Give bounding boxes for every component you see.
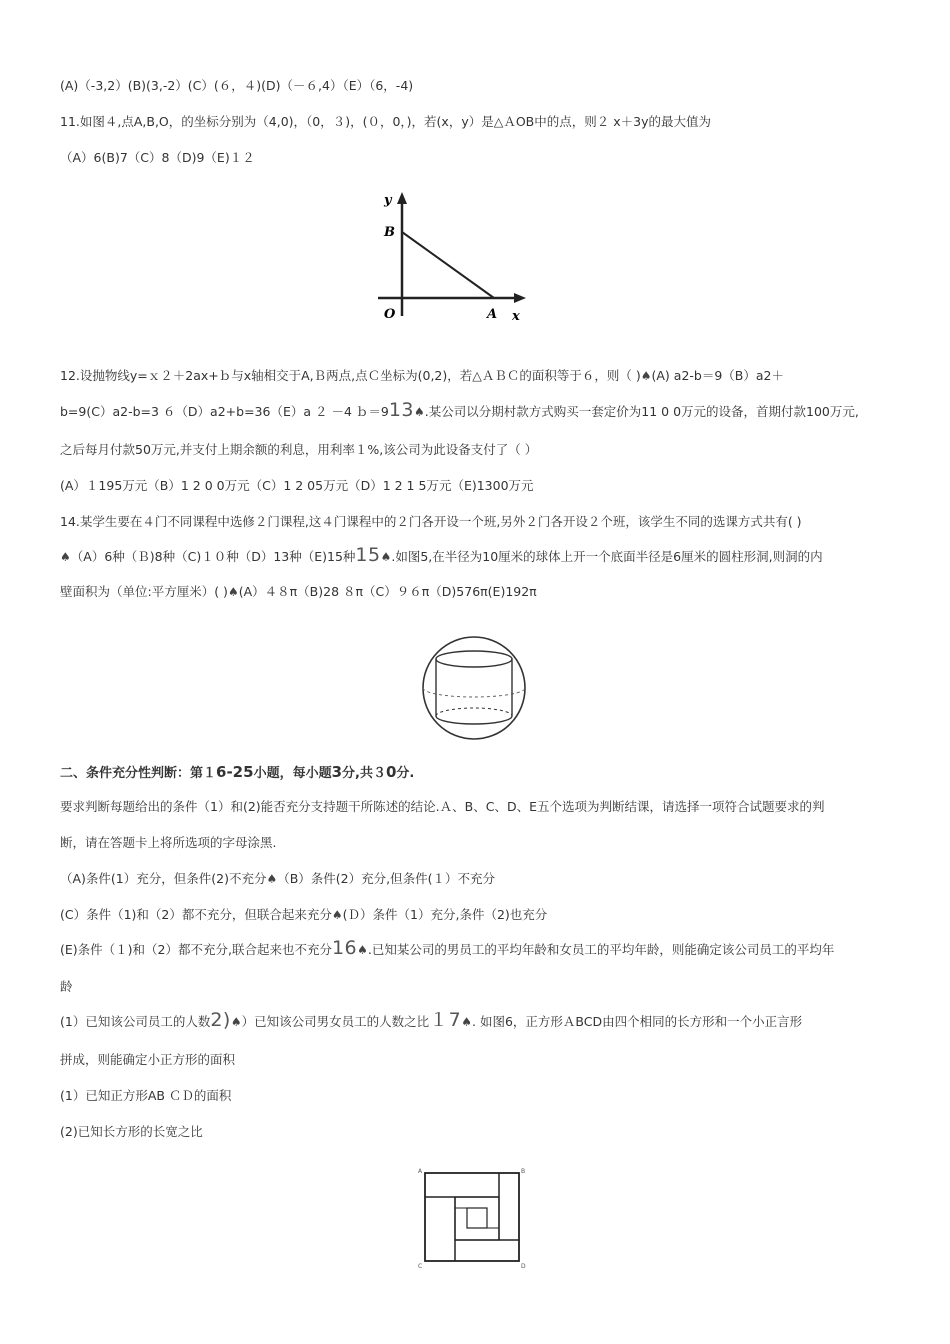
q15-stem-2: 壁面积为（单位:平方厘米）( ) (60, 584, 228, 599)
fig6-label-c: C (418, 1263, 423, 1270)
cylinder-top (436, 651, 512, 667)
spade-mark-icon: ♠ (331, 908, 343, 922)
segment-ab (402, 232, 494, 298)
x-axis-arrow-icon (514, 293, 526, 303)
label-y: y (384, 193, 392, 208)
small-square (467, 1208, 487, 1228)
fig6-label-a: A (418, 1168, 423, 1175)
q17-stem: . 如图6，正方形ＡBCD由四个相同的长方形和一个小正言形 (472, 1014, 803, 1029)
option-line-e (60, 938, 900, 960)
cylinder-bottom-front (436, 716, 512, 724)
spade-mark-icon: ♠ (227, 585, 239, 599)
q17-condition-1: (1）已知正方形AB ＣＤ的面积 (60, 1088, 232, 1103)
q17-number: １7 (429, 1009, 462, 1031)
q16-stem: .已知某公司的男员工的平均年龄和女员工的平均年龄，则能确定该公司员工的平均年 (367, 942, 835, 957)
q16-condition-1: (1）已知该公司员工的人数 (60, 1014, 211, 1029)
q13-stem: .某公司以分期村款方式购买一套定价为11 0 0万元的设备，首期付款100万元, (424, 404, 859, 419)
q15-stem: .如图5,在半径为10厘米的球体上开一个底面半径是6厘米的圆柱形洞,则洞的内 (391, 549, 823, 564)
option-c: (C）条件（1)和（2）都不充分，但联合起来充分 (60, 907, 332, 922)
option-e: (E)条件（１)和（2）都不充分,联合起来也不充分 (60, 942, 332, 957)
option-d: (Ｄ）条件（1）充分,条件（2)也充分 (342, 907, 548, 922)
section-2-title: 二、条件充分性判断：第１6-25小题，每小题3分,共３0分. (60, 763, 415, 781)
label-b: B (384, 225, 395, 240)
q14-line-2 (60, 545, 900, 567)
fig6-label-d: D (521, 1263, 526, 1270)
section-2-intro-1: 要求判断每题给出的条件（1）和(2)能否充分支持题干所陈述的结论.Ａ、B、C、D、E五个选项为判断结课，请选择一项符合试题要求的判 (60, 799, 825, 814)
q11-stem: 11.如图４,点A,B,O，的坐标分别为（4,0)，（0，３)，(０，0，)，若(x，y）是△ＡOB中的点，则２ x＋3y的最大值为 (60, 114, 711, 129)
label-a: A (487, 307, 498, 322)
q17-condition-2: (2)已知长方形的长宽之比 (60, 1124, 203, 1139)
spade-mark-icon: ♠ (357, 943, 368, 957)
option-line-ab (60, 869, 900, 889)
spade-mark-icon: ♠ (380, 550, 392, 564)
q16-condition-2: ）已知该公司男女员工的人数之比 (241, 1014, 430, 1029)
cylinder-bottom-back (436, 708, 512, 716)
label-x: x (512, 309, 520, 324)
q15-number: 15 (355, 544, 381, 566)
spade-mark-icon: ♠ (640, 369, 652, 383)
fig6-label-b: B (521, 1168, 526, 1175)
q16-stem-2: 龄 (60, 979, 73, 994)
q12-line-2 (60, 400, 900, 422)
q12-line-1 (60, 366, 900, 386)
q14-options: （A）6种（Ｂ)8种（C)１０种（D）13种（E)15种 (70, 549, 356, 564)
q12-options-b: b=9(C）a2-b=3 ６（D）a2+b=36（E）a ２ －4 ｂ＝9 (60, 404, 389, 419)
q15-line-3 (60, 582, 900, 602)
q15-options: (A）４８π（B)28 ８π（C）９６π（D)576π(E)192π (238, 584, 537, 599)
q11-options: （A）6(B)7（C）8（D)9（E)１２ (60, 150, 255, 165)
q14-stem: 14.某学生要在４门不同课程中选修２门课程,这４门课程中的２门各开设一个班,另外２门各开设２个班，该学生不同的选课方式共有( ) (60, 514, 802, 529)
label-o: O (384, 307, 396, 322)
option-a: （A)条件(1）充分，但条件(2)不充分 (60, 871, 267, 886)
q17-stem-2: 拼成，则能确定小正方形的面积 (60, 1052, 236, 1067)
q13-stem-2: 之后每月付款50万元,并支付上期余额的利息，用利率１%,该公司为此设备支付了（ ） (60, 442, 538, 457)
q12-stem: 12.设抛物线y=ｘ２＋2ax+ｂ与x轴相交于A,Ｂ两点,点Ｃ坐标为(0,2)，若△ＡＢＣ的面积等于６，则（ ) (60, 368, 641, 383)
sphere-equator (423, 688, 525, 697)
q16-conditions-line (60, 1010, 900, 1032)
spade-mark-icon: ♠ (266, 872, 278, 886)
inner-square-frame (455, 1197, 499, 1240)
spade-mark-icon: ♠ (414, 405, 425, 419)
q16-condition-2-number: 2) (210, 1009, 231, 1031)
q16-number: 16 (331, 937, 358, 959)
q12-options-a: (A) a2-b＝9（B）a2＋ (651, 368, 784, 383)
option-b: （B）条件(2）充分,但条件(１）不充分 (277, 871, 495, 886)
spade-mark-icon: ♠ (60, 550, 71, 564)
q13-number: 13 (388, 399, 415, 421)
spade-mark-icon: ♠ (461, 1015, 472, 1029)
q13-options: (A）１195万元（B）1 2 0 0万元（C）1 2 05万元（D）1 2 1 5万元（E)1300万元 (60, 478, 534, 493)
q10-options: (A)（-3,2）(B)(3,-2）(C）(６，４)(D)（－６,4）（E）（6，-4) (60, 78, 414, 93)
option-line-cd (60, 905, 900, 925)
figure-6-square (415, 1164, 535, 1274)
figure-5-sphere-cylinder (415, 634, 535, 744)
y-axis-arrow-icon (397, 192, 407, 204)
figure-4-triangle (370, 188, 540, 328)
spade-mark-icon: ♠ (230, 1015, 242, 1029)
section-2-intro-2: 断，请在答题卡上将所选项的字母涂黑. (60, 835, 277, 850)
outer-square (425, 1173, 519, 1261)
